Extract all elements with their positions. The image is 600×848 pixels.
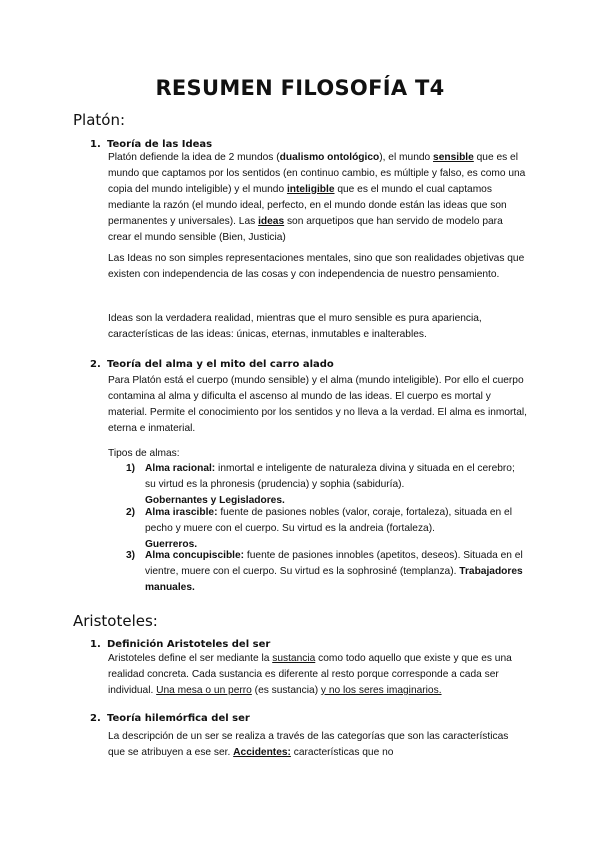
underlined-example: y no los seres imaginarios.: [320, 684, 442, 696]
paragraph-text: Las Ideas no son simples representaciones mentales, sino que son realidades objetivas que existen con independencia de las cosas y con independencia de nuestro pensamiento.: [108, 253, 525, 280]
subheading-text: Teoría de las Ideas: [107, 139, 213, 150]
paragraph-ideas-caracteristicas: [108, 311, 528, 343]
alma-name: Alma concupiscible:: [145, 550, 245, 561]
subheading-teoria-alma: [90, 359, 334, 370]
paragraph-text: Para Platón está el cuerpo (mundo sensible) y el alma (mundo inteligible). Por ello el cuerpo contamina al alma y dificulta el ascenso al mundo de las ideas. El cuerpo es mortal y material. Permite el conocimiento por los sentidos y no lleva a la verdad. El alma es inmortal, eterna e inmaterial.: [108, 375, 528, 434]
paragraph-categorias: [108, 729, 528, 761]
paragraph-text: Tipos de almas:: [108, 448, 180, 459]
text-run: (es sustancia): [251, 684, 321, 696]
alma-role: Guerreros.: [145, 538, 198, 550]
list-item-alma-concupiscible: [126, 548, 526, 596]
text-run: ), el mundo: [379, 152, 434, 163]
alma-desc: inmortal e inteligente de naturaleza divina y situada en el cerebro; su virtud es la phronesis (prudencia) y sophia (sabiduría).: [145, 463, 515, 490]
alma-role: Trabajadores manuales.: [145, 565, 523, 593]
subheading-text: Teoría hilemórfica del ser: [107, 713, 250, 724]
bold-term: dualismo ontológico: [279, 152, 380, 163]
term-inteligible: inteligible: [286, 183, 335, 195]
subheading-teoria-ideas: [90, 139, 212, 150]
alma-desc: fuente de pasiones nobles (valor, coraje, fortaleza), situada en el pecho y muere con el cuerpo. Su virtud es la andreia (fortaleza).: [145, 507, 512, 534]
list-item-alma-irascible: [126, 505, 526, 553]
text-run: que es el mundo el cual captamos mediante la razón (el mundo ideal, perfecto, en el mundo donde están las ideas que son permanentes y universales). Las: [108, 183, 507, 227]
alma-name: Alma irascible:: [145, 507, 218, 518]
subheading-text: Teoría del alma y el mito del carro alado: [107, 359, 334, 370]
underlined-example: Una mesa o un perro: [156, 684, 252, 696]
tipos-almas-label: [108, 446, 528, 462]
alma-role: Gobernantes y Legisladores.: [145, 494, 285, 506]
paragraph-ideas-realidades: [108, 251, 528, 283]
paragraph-dualismo: [108, 150, 528, 245]
term-sustancia: sustancia: [272, 653, 316, 664]
term-accidentes: Accidentes:: [233, 746, 291, 758]
list-number: 1): [126, 463, 136, 474]
text-run: son arquetipos que han servido de modelo para crear el mundo sensible (Bien, Justicia): [108, 215, 503, 243]
paragraph-cuerpo-alma: [108, 373, 528, 437]
text-run: características que no: [290, 746, 394, 758]
alma-name: Alma racional:: [145, 463, 216, 474]
list-number: 2): [126, 507, 136, 518]
alma-desc: fuente de pasiones innobles (apetitos, deseos). Situada en el vientre, muere con el cuerpo. Su virtud es la sophrosiné (templanza).: [145, 550, 523, 577]
subheading-number: 2.: [90, 359, 101, 370]
subheading-number: 2.: [90, 713, 101, 724]
text-run: que es el mundo que captamos por los sentidos (en continuo cambio, es múltiple y falso, es como una copia del mundo inteligible) y el mundo: [108, 152, 526, 195]
text-run: Aristoteles define el ser mediante la: [108, 653, 273, 664]
text-run: La descripción de un ser se realiza a través de las categorías que son las características que se atribuyen a ese ser.: [108, 731, 509, 758]
subheading-hilemorfica: [90, 713, 250, 724]
subheading-number: 1.: [90, 639, 101, 650]
term-ideas: ideas: [258, 215, 285, 227]
page-title: RESUMEN FILOSOFÍA T4: [155, 76, 445, 100]
text-run: como todo aquello que existe y que es una realidad concreta. Cada sustancia es diferente al resto porque corresponde a cada ser individual.: [108, 653, 512, 696]
text-run: Platón defiende la idea de 2 mundos (: [108, 152, 280, 163]
paragraph-text: Ideas son la verdadera realidad, mientras que el muro sensible es pura apariencia, características de las ideas: únicas, eternas, inmutables e inalterables.: [108, 313, 482, 340]
section-heading-aristoteles: Aristoteles:: [73, 612, 158, 630]
subheading-text: Definición Aristoteles del ser: [107, 639, 271, 650]
subheading-number: 1.: [90, 139, 101, 150]
term-sensible: sensible: [433, 152, 474, 163]
paragraph-sustancia: [108, 651, 528, 699]
subheading-definicion-ser: [90, 639, 270, 650]
list-item-alma-racional: [126, 461, 526, 509]
section-heading-platon: Platón:: [73, 111, 126, 129]
list-number: 3): [126, 550, 136, 561]
